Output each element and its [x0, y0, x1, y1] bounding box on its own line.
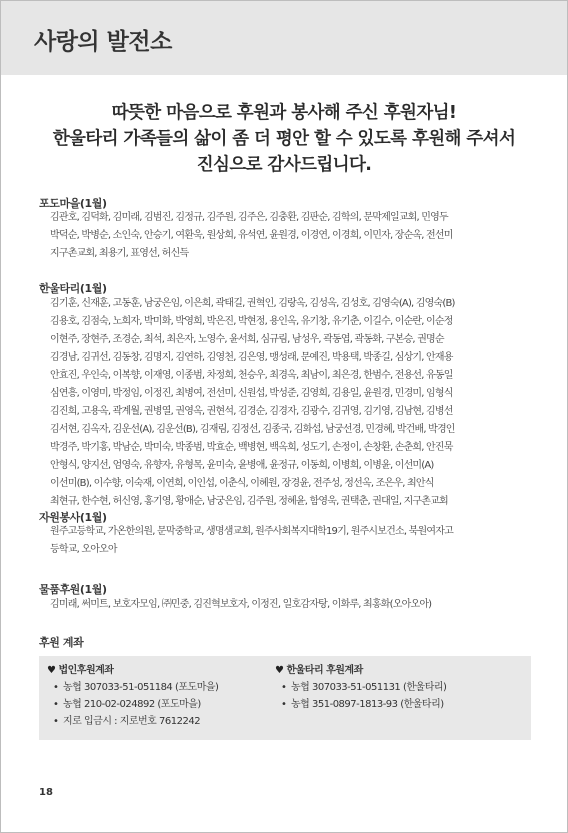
donor-line: 이선미(B), 이수향, 이숙재, 이연희, 이인섭, 이춘식, 이혜원, 장경윤, 전주성, 정선옥, 조은우, 최안식	[50, 478, 434, 489]
heart-icon: ♥	[47, 665, 56, 676]
account-number: 농협 351-0897-1813-93 (한울타리)	[291, 699, 444, 710]
section-body-podo	[50, 209, 538, 263]
donor-line: 김미래, 써미트, 보호자모임, ㈜민중, 김진혁보호자, 이정진, 일호감자탕, 이화루, 최홍화(오아오아)	[50, 599, 432, 610]
account-number: 농협 210-02-024892 (포도마을)	[63, 699, 201, 710]
giro-number: 지로 입금시 : 지로번호 7612242	[63, 716, 201, 727]
bullet-icon: •	[53, 682, 59, 693]
section-title-podo: 포도마을(1월)	[39, 197, 107, 210]
page-title: 사랑의 발전소	[34, 29, 172, 55]
corporate-account-group	[47, 662, 218, 730]
bullet-icon: •	[281, 699, 287, 710]
donor-line: 원주고등학교, 가온한의원, 문막중학교, 생명샘교회, 원주사회복지대학19기, 원주시보건소, 북원여자고	[50, 526, 453, 537]
intro-line: 따뜻한 마음으로 후원과 봉사해 주신 후원자님!	[111, 103, 457, 123]
header-band	[1, 1, 567, 75]
account-box	[39, 656, 531, 740]
section-title-hanultari: 한울타리(1월)	[39, 282, 107, 295]
donor-line: 김관호, 김덕화, 김미래, 김범진, 김정규, 김주원, 김주은, 김충환, 김판순, 김학의, 문막제일교회, 민영두	[50, 212, 448, 223]
donor-line: 김경남, 김귀선, 김동창, 김명지, 김연하, 김영천, 김은영, 맹성래, 문예진, 박용택, 박종길, 심상기, 안재용	[50, 352, 453, 363]
section-body-volunteer	[50, 523, 538, 559]
page-number: 18	[39, 787, 53, 798]
donor-line: 최현규, 한수현, 허신영, 홍기영, 황애순, 남궁은임, 김주원, 정혜윤, 함영욱, 권택춘, 권대일, 지구촌교회	[50, 496, 448, 507]
section-body-hanultari	[50, 295, 538, 511]
donor-line: 심연흥, 이영미, 박정임, 이정진, 최병여, 전선미, 신원섭, 박성준, 김영희, 김용일, 윤원경, 민경미, 임형식	[50, 388, 453, 399]
section-title-volunteer: 자원봉사(1월)	[39, 511, 107, 524]
thank-you-message	[1, 100, 567, 178]
donor-line: 안형식, 양지선, 엄영숙, 유향자, 유형목, 윤미숙, 윤병애, 윤정규, 이동희, 이병희, 이병윤, 이선미(A)	[50, 460, 434, 471]
section-title-accounts: 후원 계좌	[39, 636, 84, 649]
donor-line: 김용호, 김점숙, 노희자, 박미화, 박영희, 박은진, 박현정, 용인옥, 유기창, 유기춘, 이길수, 이순란, 이순정	[50, 316, 453, 327]
donor-line: 박경주, 박기홍, 박남순, 박미숙, 박종범, 박효순, 백병현, 백옥희, 성도기, 손정이, 손창환, 손춘희, 안진묵	[50, 442, 453, 453]
heart-icon: ♥	[275, 665, 284, 676]
section-body-goods	[50, 596, 538, 614]
donor-line: 김서현, 김옥자, 김운선(A), 김운선(B), 김재림, 김정선, 김종국, 김화섭, 남궁선경, 민경혜, 박건배, 박경인	[50, 424, 455, 435]
intro-line: 진심으로 감사드립니다.	[196, 155, 372, 175]
donor-line: 이현주, 장현주, 조경순, 최석, 최은자, 노영수, 윤서희, 심규림, 남성우, 곽동엽, 곽동화, 구본승, 권명순	[50, 334, 444, 345]
bullet-icon: •	[53, 716, 59, 727]
hanultari-account-title: 한울타리 후원계좌	[286, 665, 363, 676]
corporate-account-title: 법인후원계좌	[58, 665, 114, 676]
intro-line: 한울타리 가족들의 삶이 좀 더 평안 할 수 있도록 후원해 주셔서	[52, 129, 516, 149]
donor-line: 김진희, 고용옥, 곽계월, 권병열, 권영옥, 권현석, 김경순, 김경자, 김광수, 김귀영, 김기영, 김남현, 김병선	[50, 406, 453, 417]
donor-line: 지구촌교회, 최용기, 표영선, 허신득	[50, 248, 189, 259]
donor-line: 김기훈, 신재훈, 고동훈, 남궁은임, 이은희, 곽태길, 권혁인, 김랑옥, 김성옥, 김성호, 김영숙(A), 김영숙(B)	[50, 298, 455, 309]
bullet-icon: •	[53, 699, 59, 710]
donor-line: 박덕순, 박병순, 소인숙, 안승기, 여환욱, 원상희, 유석연, 윤원경, 이경연, 이경희, 이민자, 장순옥, 전선미	[50, 230, 453, 241]
account-number: 농협 307033-51-051184 (포도마을)	[63, 682, 219, 693]
account-number: 농협 307033-51-051131 (한울타리)	[291, 682, 447, 693]
donor-line: 안효진, 우인숙, 이복향, 이재영, 이종범, 차정희, 천승우, 최경옥, 최남이, 최은경, 한범수, 전용선, 유동일	[50, 370, 453, 381]
bullet-icon: •	[281, 682, 287, 693]
section-title-goods: 물품후원(1월)	[39, 583, 107, 596]
donor-line: 등학교, 오아오아	[50, 544, 117, 555]
hanultari-account-group	[275, 662, 446, 713]
